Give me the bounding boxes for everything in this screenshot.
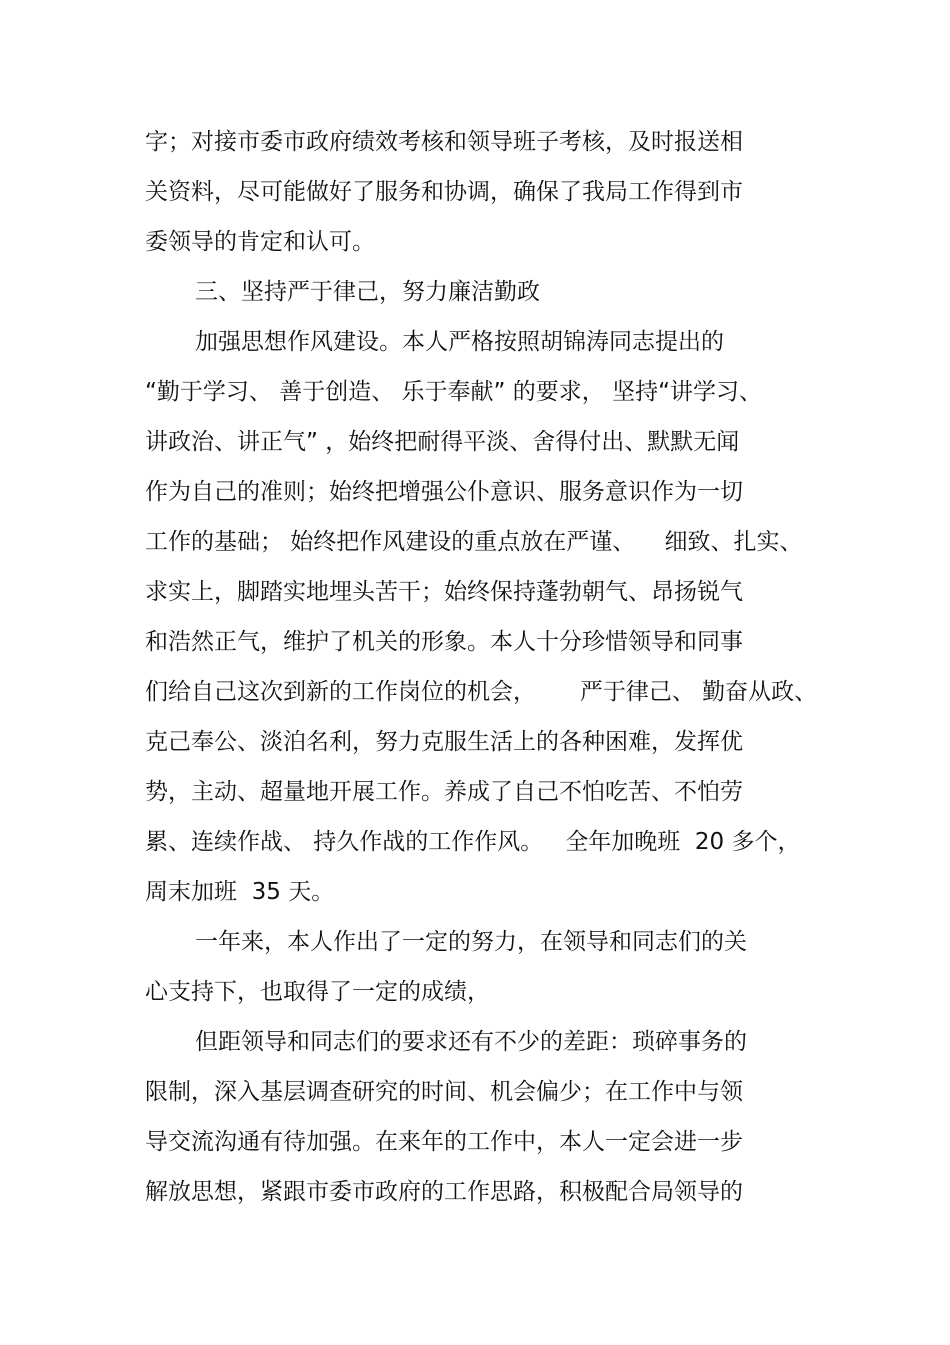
text-line: 求实上，脚踏实地埋头苦干；始终保持蓬勃朝气、昂扬锐气 (145, 579, 743, 605)
text-line: 势，主动、超量地开展工作。养成了自己不怕吃苦、不怕劳 (145, 779, 743, 805)
text-line: “勤于学习、 善于创造、 乐于奉献” 的要求， 坚持“讲学习、 (145, 379, 762, 405)
text-line: 讲政治、讲正气” ，始终把耐得平淡、舍得付出、默默无闻 (145, 429, 740, 455)
text-line: 作为自己的准则；始终把增强公仆意识、服务意识作为一切 (145, 479, 743, 505)
text-line: 加强思想作风建设。本人严格按照胡锦涛同志提出的 (195, 329, 724, 355)
text-line: 限制，深入基层调查研究的时间、机会偏少；在工作中与领 (145, 1079, 743, 1105)
text-line: 关资料，尽可能做好了服务和协调，确保了我局工作得到市 (145, 179, 743, 205)
text-line: 们给自己这次到新的工作岗位的机会， 严于律己、 勤奋从政、 (145, 679, 818, 705)
text-line: 和浩然正气，维护了机关的形象。本人十分珍惜领导和同事 (145, 629, 743, 655)
text-line: 累、连续作战、 持久作战的工作作风。 全年加晚班 20 多个， (145, 829, 801, 855)
section-heading: 三、坚持严于律己，努力廉洁勤政 (195, 279, 540, 305)
text-line: 克己奉公、淡泊名利，努力克服生活上的各种困难，发挥优 (145, 729, 743, 755)
text-line: 一年来，本人作出了一定的努力，在领导和同志们的关 (195, 929, 747, 955)
text-line: 导交流沟通有待加强。在来年的工作中，本人一定会进一步 (145, 1129, 743, 1155)
text-line: 心支持下，也取得了一定的成绩， (145, 979, 490, 1005)
text-line: 但距领导和同志们的要求还有不少的差距：琐碎事务的 (195, 1029, 747, 1055)
text-line: 委领导的肯定和认可。 (145, 229, 375, 255)
text-line: 工作的基础； 始终把作风建设的重点放在严谨、 细致、扎实、 (145, 529, 803, 555)
text-line: 字；对接市委市政府绩效考核和领导班子考核，及时报送相 (145, 129, 743, 155)
text-line: 周末加班 35 天。 (145, 879, 335, 905)
text-line: 解放思想，紧跟市委市政府的工作思路，积极配合局领导的 (145, 1179, 743, 1205)
